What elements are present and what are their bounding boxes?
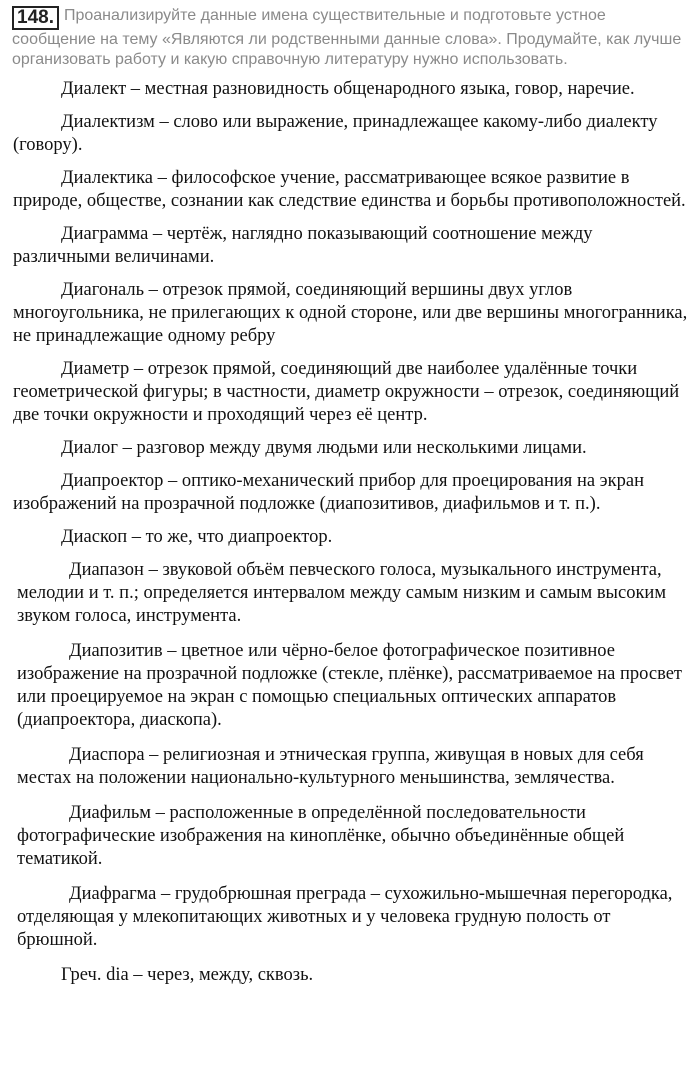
entry-diafragma: Диафрагма – грудобрюшная преграда – сухожильно-мышечная перегородка, отделяющая у млекопитающих животных и у человека грудную полость от брюшной. <box>17 884 673 950</box>
entry-diaspora: Диаспора – религиозная и этническая группа, живущая в новых для себя местах на положении национально-культурного меньшинства, землячества. <box>17 745 644 788</box>
task-block <box>12 6 692 70</box>
entry-diaskop: Диаскоп – то же, что диапроектор. <box>61 527 333 547</box>
entry-dialekt: Диалект – местная разновидность общенародного языка, говор, наречие. <box>61 79 635 99</box>
entry-diametr: Диаметр – отрезок прямой, соединяющий две наиболее удалённые точки геометрической фигуры; в частности, диаметр окружности – отрезок, соединяющий две точки окружности и проходящий через её центр. <box>13 359 680 425</box>
dictionary-entries <box>13 78 689 997</box>
entry-diagonal: Диагональ – отрезок прямой, соединяющий вершины двух углов многоугольника, не прилегающих к одной стороне, или две вершины многогранника, не принадлежащие одному ребру <box>13 280 688 346</box>
exercise-number: 148. <box>12 6 59 30</box>
entry-diagramma: Диаграмма – чертёж, наглядно показывающий соотношение между различными величинами. <box>13 224 593 267</box>
entry-dialektika: Диалектика – философское учение, рассматривающее всякое развитие в природе, обществе, сознании как следствие единства и борьбы противоположностей. <box>13 168 686 211</box>
entry-dialog: Диалог – разговор между двумя людьми или несколькими лицами. <box>61 438 587 458</box>
entry-diapazon: Диапазон – звуковой объём певческого голоса, музыкального инструмента, мелодии и т. п.; определяется интервалом между самым низким и самым высоким звуком голоса, инструмента. <box>17 560 667 626</box>
entry-diaproektor: Диапроектор – оптико-механический прибор для проецирования на экран изображений на прозрачной подложке (диапозитивов, диафильмов и т. п.). <box>13 471 644 514</box>
entry-diafilm: Диафильм – расположенные в определённой последовательности фотографические изображения на киноплёнке, обычно объединённые общей тематикой. <box>17 803 625 869</box>
entry-diapozitiv: Диапозитив – цветное или чёрно-белое фотографическое позитивное изображение на прозрачной подложке (стекле, плёнке), рассматриваемое на просвет или проецируемое на экран с помощью специальных оптических аппаратов (диапроектора, диаскопа). <box>17 641 683 730</box>
task-instruction: Проанализируйте данные имена существительные и подготовьте устное сообщение на тему «Являются ли родственными данные слова». Продумайте, как лучше организовать работу и какую справочную литературу нужно использовать. <box>12 7 682 68</box>
entry-dialektizm: Диалектизм – слово или выражение, принадлежащее какому-либо диалекту (говору). <box>13 112 658 155</box>
entry-etymology-note: Греч. dia – через, между, сквозь. <box>61 965 314 985</box>
